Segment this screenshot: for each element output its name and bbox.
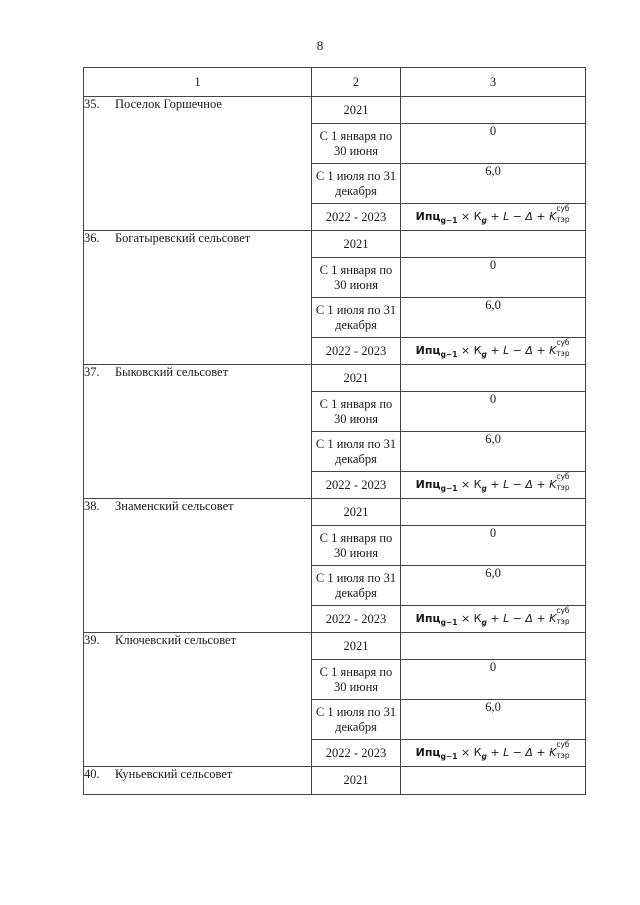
formula-k2-sup: суб	[556, 471, 570, 481]
formula-k: К	[473, 209, 482, 223]
formula-k-sub: g	[481, 483, 487, 493]
value-cell: 0	[401, 526, 586, 566]
value-cell-empty	[401, 97, 586, 124]
period-cell: С 1 января по 30 июня	[312, 124, 401, 164]
period-cell: С 1 июля по 31 декабря	[312, 298, 401, 338]
settlement-name: Знаменский сельсовет	[115, 499, 234, 513]
period-cell: 2022 - 2023	[312, 338, 401, 365]
period-cell: 2022 - 2023	[312, 204, 401, 231]
period-cell: С 1 января по 30 июня	[312, 392, 401, 432]
value-cell-empty	[401, 365, 586, 392]
table-header-row	[84, 68, 586, 97]
settlement-cell	[84, 97, 312, 231]
formula-k: К	[473, 745, 482, 759]
formula-k2: K	[549, 611, 557, 625]
formula-tail: + L − Δ +	[486, 343, 550, 357]
settlement-name: Поселок Горшечное	[115, 97, 222, 111]
value-cell: 0	[401, 660, 586, 700]
formula-k: К	[473, 611, 482, 625]
formula-k: К	[473, 343, 482, 357]
settlement-number: 35.	[84, 97, 100, 111]
formula-k-sub: g	[481, 215, 487, 225]
formula-cell	[401, 204, 586, 231]
period-cell: 2021	[312, 365, 401, 392]
period-cell: С 1 июля по 31 декабря	[312, 700, 401, 740]
formula-cell	[401, 472, 586, 499]
table-row	[84, 633, 586, 660]
formula-k-sub: g	[481, 349, 487, 359]
formula-k2-indices	[556, 337, 570, 358]
formula-tail: + L − Δ +	[486, 611, 550, 625]
formula-k2: K	[549, 745, 557, 759]
value-cell-empty	[401, 231, 586, 258]
value-cell: 6,0	[401, 432, 586, 472]
formula-tail: + L − Δ +	[486, 477, 550, 491]
table-body	[84, 97, 586, 795]
value-cell: 6,0	[401, 298, 586, 338]
formula-k2-indices	[556, 605, 570, 626]
formula-k2-indices	[556, 203, 570, 224]
value-cell: 0	[401, 124, 586, 164]
settlement-number: 38.	[84, 499, 100, 513]
column-header: 2	[312, 68, 401, 97]
period-cell: С 1 июля по 31 декабря	[312, 566, 401, 606]
settlement-cell	[84, 633, 312, 767]
formula-k2-sup: суб	[556, 337, 570, 347]
formula-cell	[401, 740, 586, 767]
settlement-number: 37.	[84, 365, 100, 379]
settlement-number: 40.	[84, 767, 100, 781]
formula-times: ×	[457, 343, 474, 357]
formula-tail: + L − Δ +	[486, 745, 550, 759]
formula-cell	[401, 606, 586, 633]
table-row	[84, 97, 586, 124]
formula-k2: K	[549, 477, 557, 491]
period-cell: 2021	[312, 97, 401, 124]
settlement-name: Богатыревский сельсовет	[115, 231, 251, 245]
formula-k2-sup: суб	[556, 739, 570, 749]
period-cell: 2022 - 2023	[312, 606, 401, 633]
period-cell: 2022 - 2023	[312, 472, 401, 499]
formula-k2: K	[549, 209, 557, 223]
formula-base: Ипц	[415, 477, 441, 491]
formula-times: ×	[457, 477, 474, 491]
formula-base-sub: g−1	[440, 617, 458, 627]
table-row	[84, 231, 586, 258]
value-cell-empty	[401, 767, 586, 795]
period-cell: 2021	[312, 499, 401, 526]
formula-k2-sub: тэр	[556, 750, 570, 760]
formula-k2-indices	[556, 739, 570, 760]
settlement-number: 36.	[84, 231, 100, 245]
formula-k2: K	[549, 343, 557, 357]
formula-k2-sup: суб	[556, 203, 570, 213]
formula-k2-indices	[556, 471, 570, 492]
page-number: 8	[316, 38, 324, 53]
value-cell-empty	[401, 499, 586, 526]
settlement-cell	[84, 499, 312, 633]
formula-times: ×	[457, 209, 474, 223]
formula-k2-sub: тэр	[556, 214, 570, 224]
period-cell: 2022 - 2023	[312, 740, 401, 767]
formula-k2-sub: тэр	[556, 348, 570, 358]
formula-base: Ипц	[415, 611, 441, 625]
settlement-cell	[84, 767, 312, 795]
period-cell: 2021	[312, 633, 401, 660]
table-row	[84, 767, 586, 795]
formula-k2-sup: суб	[556, 605, 570, 615]
period-cell: С 1 января по 30 июня	[312, 258, 401, 298]
settlement-number: 39.	[84, 633, 100, 647]
formula-base: Ипц	[415, 745, 441, 759]
period-cell: С 1 июля по 31 декабря	[312, 432, 401, 472]
formula-base-sub: g−1	[440, 483, 458, 493]
formula-base: Ипц	[415, 209, 441, 223]
value-cell: 0	[401, 258, 586, 298]
period-cell: С 1 января по 30 июня	[312, 526, 401, 566]
period-cell: С 1 июля по 31 декабря	[312, 164, 401, 204]
settlement-name: Ключевский сельсовет	[115, 633, 237, 647]
table-row	[84, 365, 586, 392]
tariff-table	[83, 67, 586, 795]
formula-base-sub: g−1	[440, 215, 458, 225]
period-cell: 2021	[312, 231, 401, 258]
settlement-cell	[84, 365, 312, 499]
formula-times: ×	[457, 745, 474, 759]
formula-tail: + L − Δ +	[486, 209, 550, 223]
value-cell: 0	[401, 392, 586, 432]
formula-cell	[401, 338, 586, 365]
formula-times: ×	[457, 611, 474, 625]
formula-k-sub: g	[481, 751, 487, 761]
value-cell: 6,0	[401, 700, 586, 740]
settlement-name: Быковский сельсовет	[115, 365, 229, 379]
period-cell: 2021	[312, 767, 401, 795]
value-cell-empty	[401, 633, 586, 660]
formula-base-sub: g−1	[440, 751, 458, 761]
formula-k: К	[473, 477, 482, 491]
table-row	[84, 499, 586, 526]
value-cell: 6,0	[401, 164, 586, 204]
column-header: 3	[401, 68, 586, 97]
column-header: 1	[84, 68, 312, 97]
period-cell: С 1 января по 30 июня	[312, 660, 401, 700]
formula-base: Ипц	[415, 343, 441, 357]
formula-k2-sub: тэр	[556, 482, 570, 492]
value-cell: 6,0	[401, 566, 586, 606]
formula-base-sub: g−1	[440, 349, 458, 359]
formula-k-sub: g	[481, 617, 487, 627]
settlement-name: Куньевский сельсовет	[115, 767, 233, 781]
settlement-cell	[84, 231, 312, 365]
formula-k2-sub: тэр	[556, 616, 570, 626]
